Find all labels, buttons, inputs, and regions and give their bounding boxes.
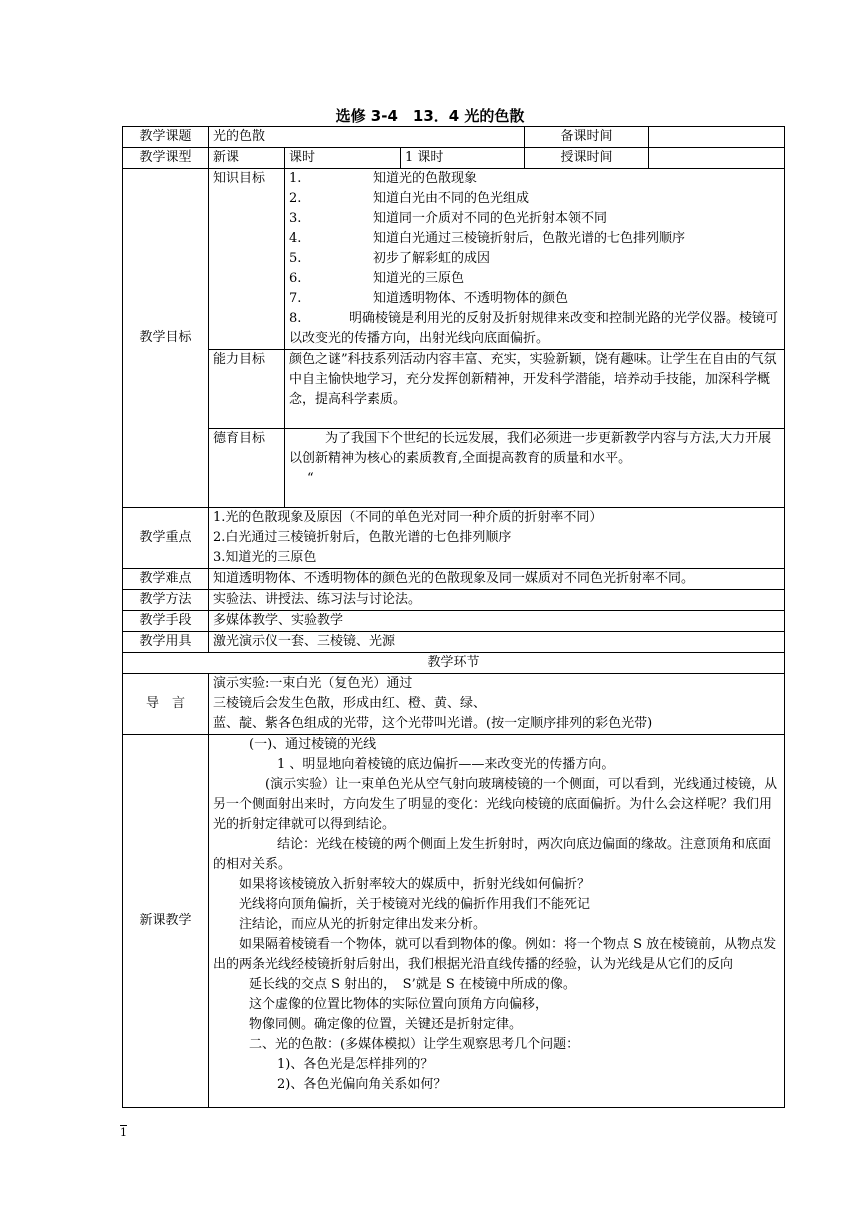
- list-item: 3.知道光的三原色: [213, 550, 317, 565]
- intro-content: 演示实验:一束白光（复色光）通过 三棱镜后会发生色散，形成由红、橙、黄、绿、 蓝、靛、紫各色组成的光带，这个光带叫光谱。(按一定顺序排列的彩色光带): [209, 674, 785, 735]
- knowledge-label: 知识目标: [209, 169, 285, 350]
- table-row: [123, 127, 785, 148]
- page-title: 选修 3-4 13．4 光的色散: [335, 107, 525, 125]
- table-row: [123, 611, 785, 632]
- list-item: 1. 知道光的色散现象: [289, 171, 478, 186]
- table-row: [123, 653, 785, 674]
- knowledge-goals: [285, 169, 785, 350]
- method-value: 实验法、讲授法、练习法与讨论法。: [209, 590, 785, 611]
- table-row: [123, 350, 785, 429]
- ability-goals: 颜色之谜”科技系列活动内容丰富、充实，实验新颖，饶有趣味。让学生在自由的气氛中自主愉快地学习，充分发挥创新精神，开发科学潜能，培养动手技能，加深科学概念，提高科学素质。: [285, 350, 785, 429]
- list-item: 2. 知道白光由不同的色光组成: [289, 191, 530, 206]
- section-header: 教学环节: [123, 653, 785, 674]
- moral-goals: 为了我国下个世纪的长远发展，我们必须进一步更新教学内容与方法,大力开展以创新精神为核心的素质教育,全面提高教育的质量和水平。 “: [285, 429, 785, 508]
- prep-time-label: 备课时间: [525, 127, 649, 148]
- means-value: 多媒体教学、实验教学: [209, 611, 785, 632]
- table-row: [123, 674, 785, 735]
- table-row: [123, 429, 785, 508]
- method-label: 教学方法: [123, 590, 209, 611]
- intro-label: 导 言: [123, 674, 209, 735]
- hours-label: 课时: [285, 148, 401, 169]
- means-label: 教学手段: [123, 611, 209, 632]
- teach-time-value: [649, 148, 785, 169]
- new-lesson-label: 新课教学: [123, 735, 209, 1108]
- topic-value: 光的色散: [209, 127, 525, 148]
- list-item: 3. 知道同一介质对不同的色光折射本领不同: [289, 211, 608, 226]
- list-item: 1.光的色散现象及原因（不同的单色光对同一种介质的折射率不同）: [213, 510, 603, 525]
- key-label: 教学重点: [123, 508, 209, 569]
- page-number: 1: [120, 1126, 127, 1139]
- list-item: 8. 明确棱镜是利用光的反射及折射规律来改变和控制光路的光学仪器。棱镜可以改变光的传播方向，出射光线向底面偏折。: [289, 311, 779, 346]
- difficulty-label: 教学难点: [123, 569, 209, 590]
- list-item: 6. 知道光的三原色: [289, 271, 465, 286]
- list-item: 7. 知道透明物体、不透明物体的颜色: [289, 291, 569, 306]
- table-row: [123, 148, 785, 169]
- lesson-plan-table: [122, 126, 785, 1108]
- new-lesson-content: (一)、通过棱镜的光线 1 、明显地向着棱镜的底边偏折——来改变光的传播方向。 (演示实验）让一束单色光从空气射向玻璃棱镜的一个侧面，可以看到，光线通过棱镜，从另一个侧面射出来时，方向发生了明显的变化：光线向棱镜的底面偏折。为什么会这样呢？我们用光的折射定律就可以得到结论。 结论：光线在棱镜的两个侧面上发生折射时，两次向底边偏面的缘故。注意顶角和底面的相对关系。 如果将该棱镜放入折射率较大的媒质中，折射光线如何偏折？ 光线将向顶角偏折，关于棱镜对光线的偏折作用我们不能死记 注结论，而应从光的折射定律出发来分析。 如果隔着棱镜看一个物体，就可以看到物体的像。例如：将一个物点 S 放在棱镜前，从物点发出的两条光线经棱镜折射后射出，我们根据光沿直线传播的经验，认为光线是从它们的反向 延长线的交点 S 射出的， S’就是 S 在棱镜中所成的像。 这个虚像的位置比物体的实际位置向顶角方向偏移， 物像同侧。确定像的位置，关键还是折射定律。 二、光的色散：(多媒体模拟）让学生观察思考几个问题： 1)、各色光是怎样排列的？ 2)、各色光偏向角关系如何？: [209, 735, 785, 1108]
- type-value: 新课: [209, 148, 285, 169]
- difficulty-value: 知道透明物体、不透明物体的颜色光的色散现象及同一媒质对不同色光折射率不同。: [209, 569, 785, 590]
- table-row: [123, 508, 785, 569]
- ability-label: 能力目标: [209, 350, 285, 429]
- moral-label: 德育目标: [209, 429, 285, 508]
- type-label: 教学课型: [123, 148, 209, 169]
- list-item: 2.白光通过三棱镜折射后，色散光谱的七色排列顺序: [213, 530, 512, 545]
- table-row: [123, 632, 785, 653]
- table-row: [123, 735, 785, 1108]
- goals-label: 教学目标: [123, 169, 209, 508]
- hours-value: 1 课时: [401, 148, 525, 169]
- tools-label: 教学用具: [123, 632, 209, 653]
- key-points: [209, 508, 785, 569]
- list-item: 5. 初步了解彩虹的成因: [289, 251, 491, 266]
- tools-value: 激光演示仪一套、三棱镜、光源: [209, 632, 785, 653]
- teach-time-label: 授课时间: [525, 148, 649, 169]
- table-row: [123, 590, 785, 611]
- list-item: 4. 知道白光通过三棱镜折射后，色散光谱的七色排列顺序: [289, 231, 686, 246]
- table-row: [123, 569, 785, 590]
- table-row: [123, 169, 785, 350]
- prep-time-value: [649, 127, 785, 148]
- topic-label: 教学课题: [123, 127, 209, 148]
